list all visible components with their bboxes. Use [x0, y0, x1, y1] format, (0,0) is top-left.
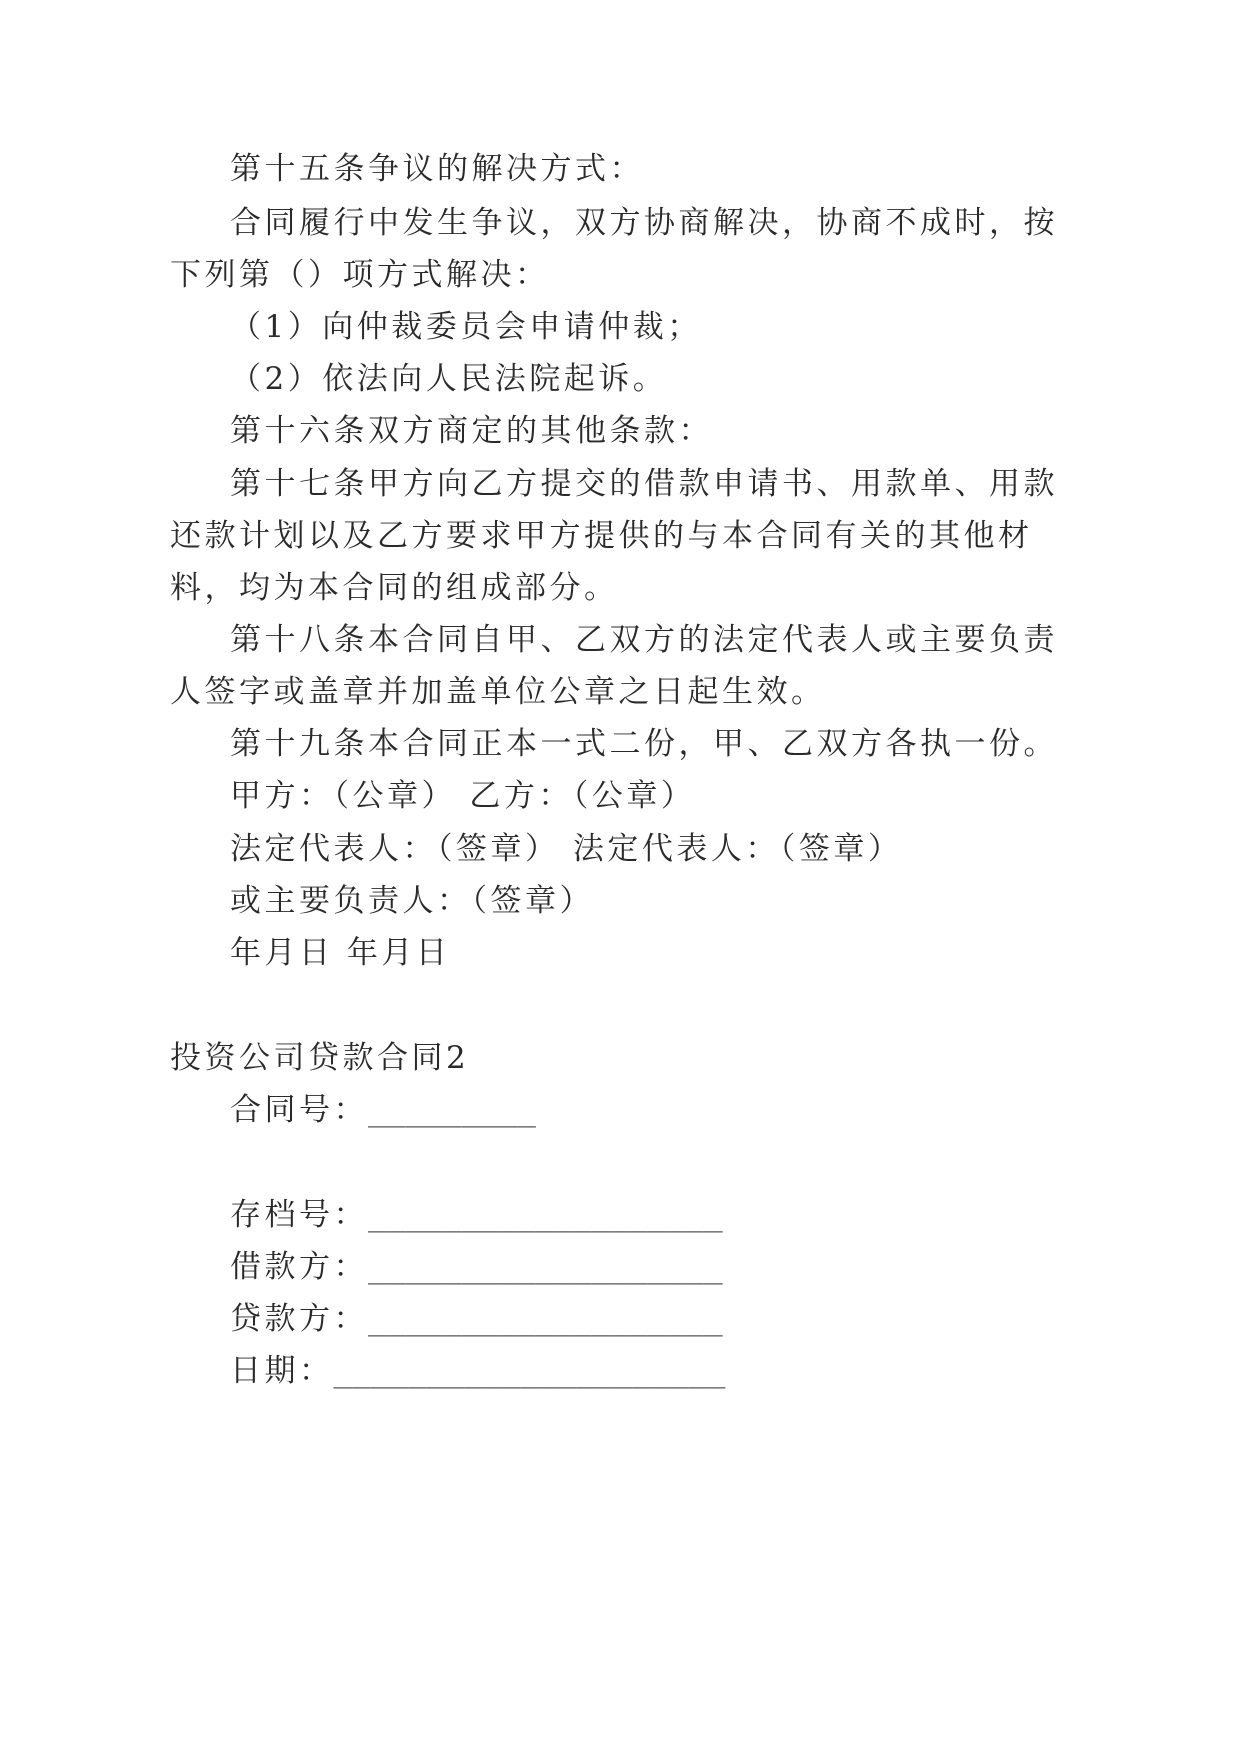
legal-rep-line: 法定代表人：（签章） 法定代表人：（签章） [230, 831, 903, 867]
archive-no-row [230, 1195, 723, 1235]
clause-17-line-2: 还款计划以及乙方要求甲方提供的与本合同有关的其他材 [170, 518, 1033, 554]
clause-15-option-2: （2）依法向人民法院起诉。 [230, 361, 668, 397]
borrower-row [230, 1247, 723, 1287]
clause-19: 第十九条本合同正本一式二份，甲、乙双方各执一份。 [230, 726, 1058, 762]
clause-15-body-line-1: 合同履行中发生争议，双方协商解决，协商不成时，按 [230, 205, 1058, 241]
archive-no-blank: ___________________ [368, 1197, 723, 1233]
second-contract-title: 投资公司贷款合同2 [170, 1040, 470, 1076]
clause-17-line-1: 第十七条甲方向乙方提交的借款申请书、用款单、用款 [230, 466, 1058, 502]
date-blank: _____________________ [333, 1353, 726, 1389]
clause-15-heading: 第十五条争议的解决方式： [230, 151, 644, 187]
contract-no-blank: _________ [368, 1092, 536, 1128]
borrower-blank: ___________________ [368, 1249, 723, 1285]
clause-18-line-2: 人签字或盖章并加盖单位公章之日起生效。 [170, 674, 826, 710]
clause-18-line-1: 第十八条本合同自甲、乙双方的法定代表人或主要负责 [230, 622, 1058, 658]
date-row [230, 1351, 725, 1391]
lender-label: 贷款方： [230, 1301, 368, 1337]
contract-no-row [230, 1090, 536, 1130]
clause-15-body-line-2: 下列第（）项方式解决： [170, 257, 550, 293]
clause-17-line-3: 料，均为本合同的组成部分。 [170, 570, 619, 606]
clause-15-option-1: （1）向仲裁委员会申请仲裁； [230, 309, 702, 345]
clause-16-heading: 第十六条双方商定的其他条款： [230, 413, 713, 449]
lender-blank: ___________________ [368, 1301, 723, 1337]
contract-no-label: 合同号： [230, 1092, 368, 1128]
archive-no-label: 存档号： [230, 1197, 368, 1233]
lender-row [230, 1299, 723, 1339]
responsible-person-line: 或主要负责人：（签章） [230, 883, 594, 919]
party-seal-line: 甲方：（公章） 乙方：（公章） [230, 778, 696, 814]
borrower-label: 借款方： [230, 1249, 368, 1285]
date-line: 年月日 年月日 [230, 935, 451, 971]
date-label: 日期： [230, 1353, 334, 1389]
